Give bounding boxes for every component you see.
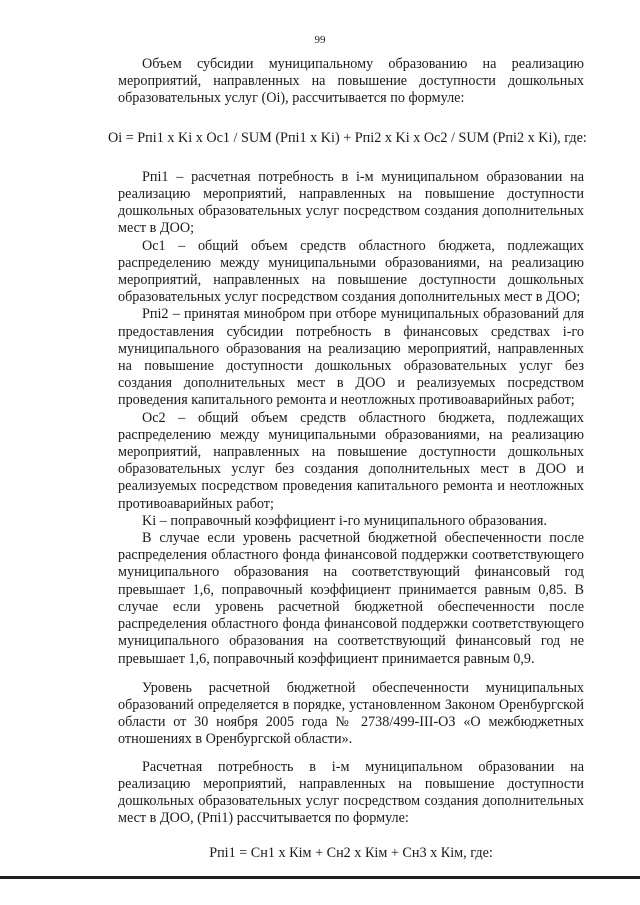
main-formula: Oi = Рпi1 x Ki x Ос1 / SUM (Рпi1 x Ki) + Рпi2 x Ki x Ос2 / SUM (Рпi2 x Ki), где: (108, 129, 587, 146)
coefficient-case-paragraph: В случае если уровень расчетной бюджетной обеспеченности после распределения областного фонда финансовой поддержки соответствующего муниципального образования на соответствующий финансовый год превышает 1,6, поправочный коэффициент принимается равным 0,85. В случае если уровень расчетной бюджетной обеспеченности после распределения областного фонда финансовой поддержки соответствующего муниципального образования на соответствующий финансовый год не превышает 1,6, поправочный коэффициент принимается равным 0,9. (118, 530, 584, 667)
definition-os2: Ос2 – общий объем средств областного бюджета, подлежащих распределению между муниципальными образованиями, на реализацию мероприятий, направленных на повышение доступности дошкольных образовательных услуг без создания дополнительных мест в ДОО и реализуемых посредством проведения капитального ремонта и неотложных противоаварийных работ; (118, 409, 584, 512)
document-body (108, 56, 587, 863)
budget-level-paragraph: Уровень расчетной бюджетной обеспеченности муниципальных образований определяется в порядке, установленном Законом Оренбургской области от 30 ноября 2005 года № 2738/499-III-ОЗ «О межбюджетных отношениях в Оренбургской области». (118, 679, 584, 748)
intro-paragraph: Объем субсидии муниципальному образованию на реализацию мероприятий, направленных на повышение доступности дошкольных образовательных услуг (Oi), рассчитывается по формуле: (118, 56, 584, 107)
page-number: 99 (314, 34, 326, 46)
definition-os1: Ос1 – общий объем средств областного бюджета, подлежащих распределению между муниципальными образованиями, на реализацию мероприятий, направленных на повышение доступности дошкольных образовательных услуг посредством создания дополнительных мест в ДОО; (118, 237, 584, 306)
definition-rpi1: Рпi1 – расчетная потребность в i-м муниципальном образовании на реализацию мероприятий, направленных на повышение доступности дошкольных образовательных услуг посредством создания дополнительных мест в ДОО; (118, 168, 584, 237)
bottom-rule (0, 876, 640, 879)
need-calculation-paragraph: Расчетная потребность в i-м муниципальном образовании на реализацию мероприятий, направленных на повышение доступности дошкольных образовательных услуг посредством создания дополнительных мест в ДОО, (Рпi1) рассчитывается по формуле: (118, 758, 584, 827)
need-formula: Рпi1 = Сн1 x Кiм + Сн2 x Кiм + Сн3 x Кiм, где: (209, 845, 493, 862)
definition-ki: Ki – поправочный коэффициент i-го муниципального образования. (142, 512, 547, 529)
definition-rpi2: Рпi2 – принятая минобром при отборе муниципальных образований для предоставления субсидии потребность в финансовых средствах i-го муниципального образования на реализацию мероприятий, направленных на повышение доступности дошкольных образовательных услуг без создания дополнительных мест в ДОО и реализуемых посредством проведения капитального ремонта и неотложных противоаварийных работ; (118, 306, 584, 409)
